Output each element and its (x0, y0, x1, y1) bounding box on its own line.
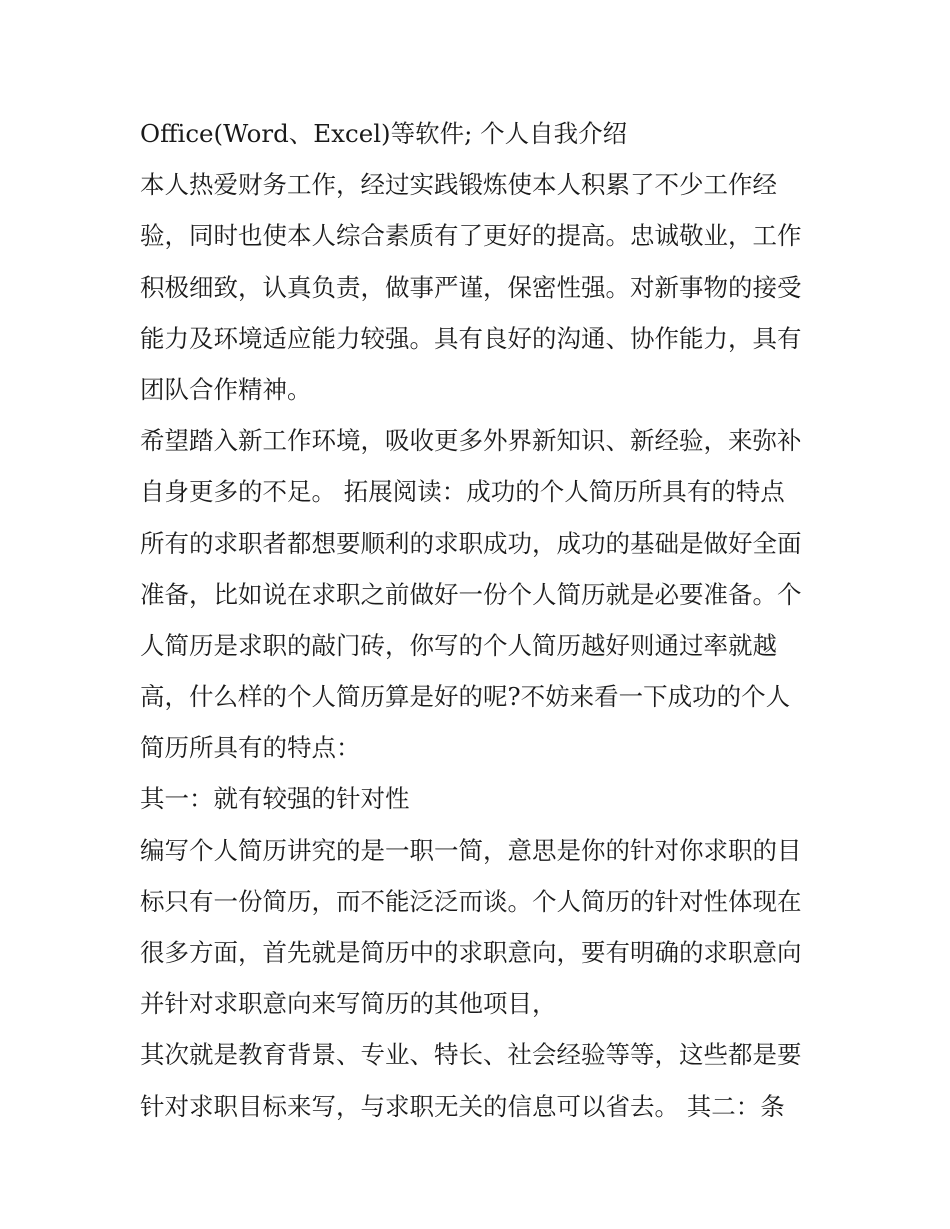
text-line-17: 很多方面，首先就是简历中的求职意向，要有明确的求职意向 (140, 938, 802, 967)
text-line-15: 编写个人简历讲究的是一职一简，意思是你的针对你求职的目 (140, 835, 802, 865)
text-line-20: 针对求职目标来写，与求职无关的信息可以省去。 其二：条 (140, 1091, 785, 1121)
document-body (140, 108, 820, 1132)
text-line-19: 其次就是教育背景、专业、特长、社会经验等等，这些都是要 (140, 1040, 802, 1070)
text-line-8: 自身更多的不足。 拓展阅读：成功的个人简历所具有的特点 (140, 477, 785, 507)
text-line-11: 人简历是求职的敲门砖，你写的个人简历越好则通过率就越 (140, 630, 777, 660)
text-line-13: 简历所具有的特点： (140, 733, 361, 763)
text-line-1: Office(Word、Excel)等软件; 个人自我介绍 (140, 119, 628, 148)
text-line-4: 积极细致，认真负责，做事严谨，保密性强。对新事物的接受 (140, 272, 802, 302)
text-line-3: 验，同时也使本人综合素质有了更好的提高。忠诚敬业，工作 (140, 221, 802, 251)
text-line-9: 所有的求职者都想要顺利的求职成功，成功的基础是做好全面 (140, 528, 802, 558)
text-line-5: 能力及环境适应能力较强。具有良好的沟通、协作能力，具有 (140, 323, 802, 353)
text-line-2: 本人热爱财务工作，经过实践锻炼使本人积累了不少工作经 (140, 170, 777, 200)
text-line-14: 其一：就有较强的针对性 (140, 784, 410, 814)
text-line-7: 希望踏入新工作环境，吸收更多外界新知识、新经验，来弥补 (140, 426, 802, 456)
text-line-6: 团队合作精神。 (140, 374, 312, 404)
text-line-10: 准备，比如说在求职之前做好一份个人简历就是必要准备。个 (140, 579, 802, 609)
text-line-16: 标只有一份简历，而不能泛泛而谈。个人简历的针对性体现在 (140, 886, 802, 916)
text-line-18: 并针对求职意向来写简历的其他项目， (140, 989, 557, 1019)
text-line-12: 高，什么样的个人简历算是好的呢?不妨来看一下成功的个人 (140, 682, 791, 712)
